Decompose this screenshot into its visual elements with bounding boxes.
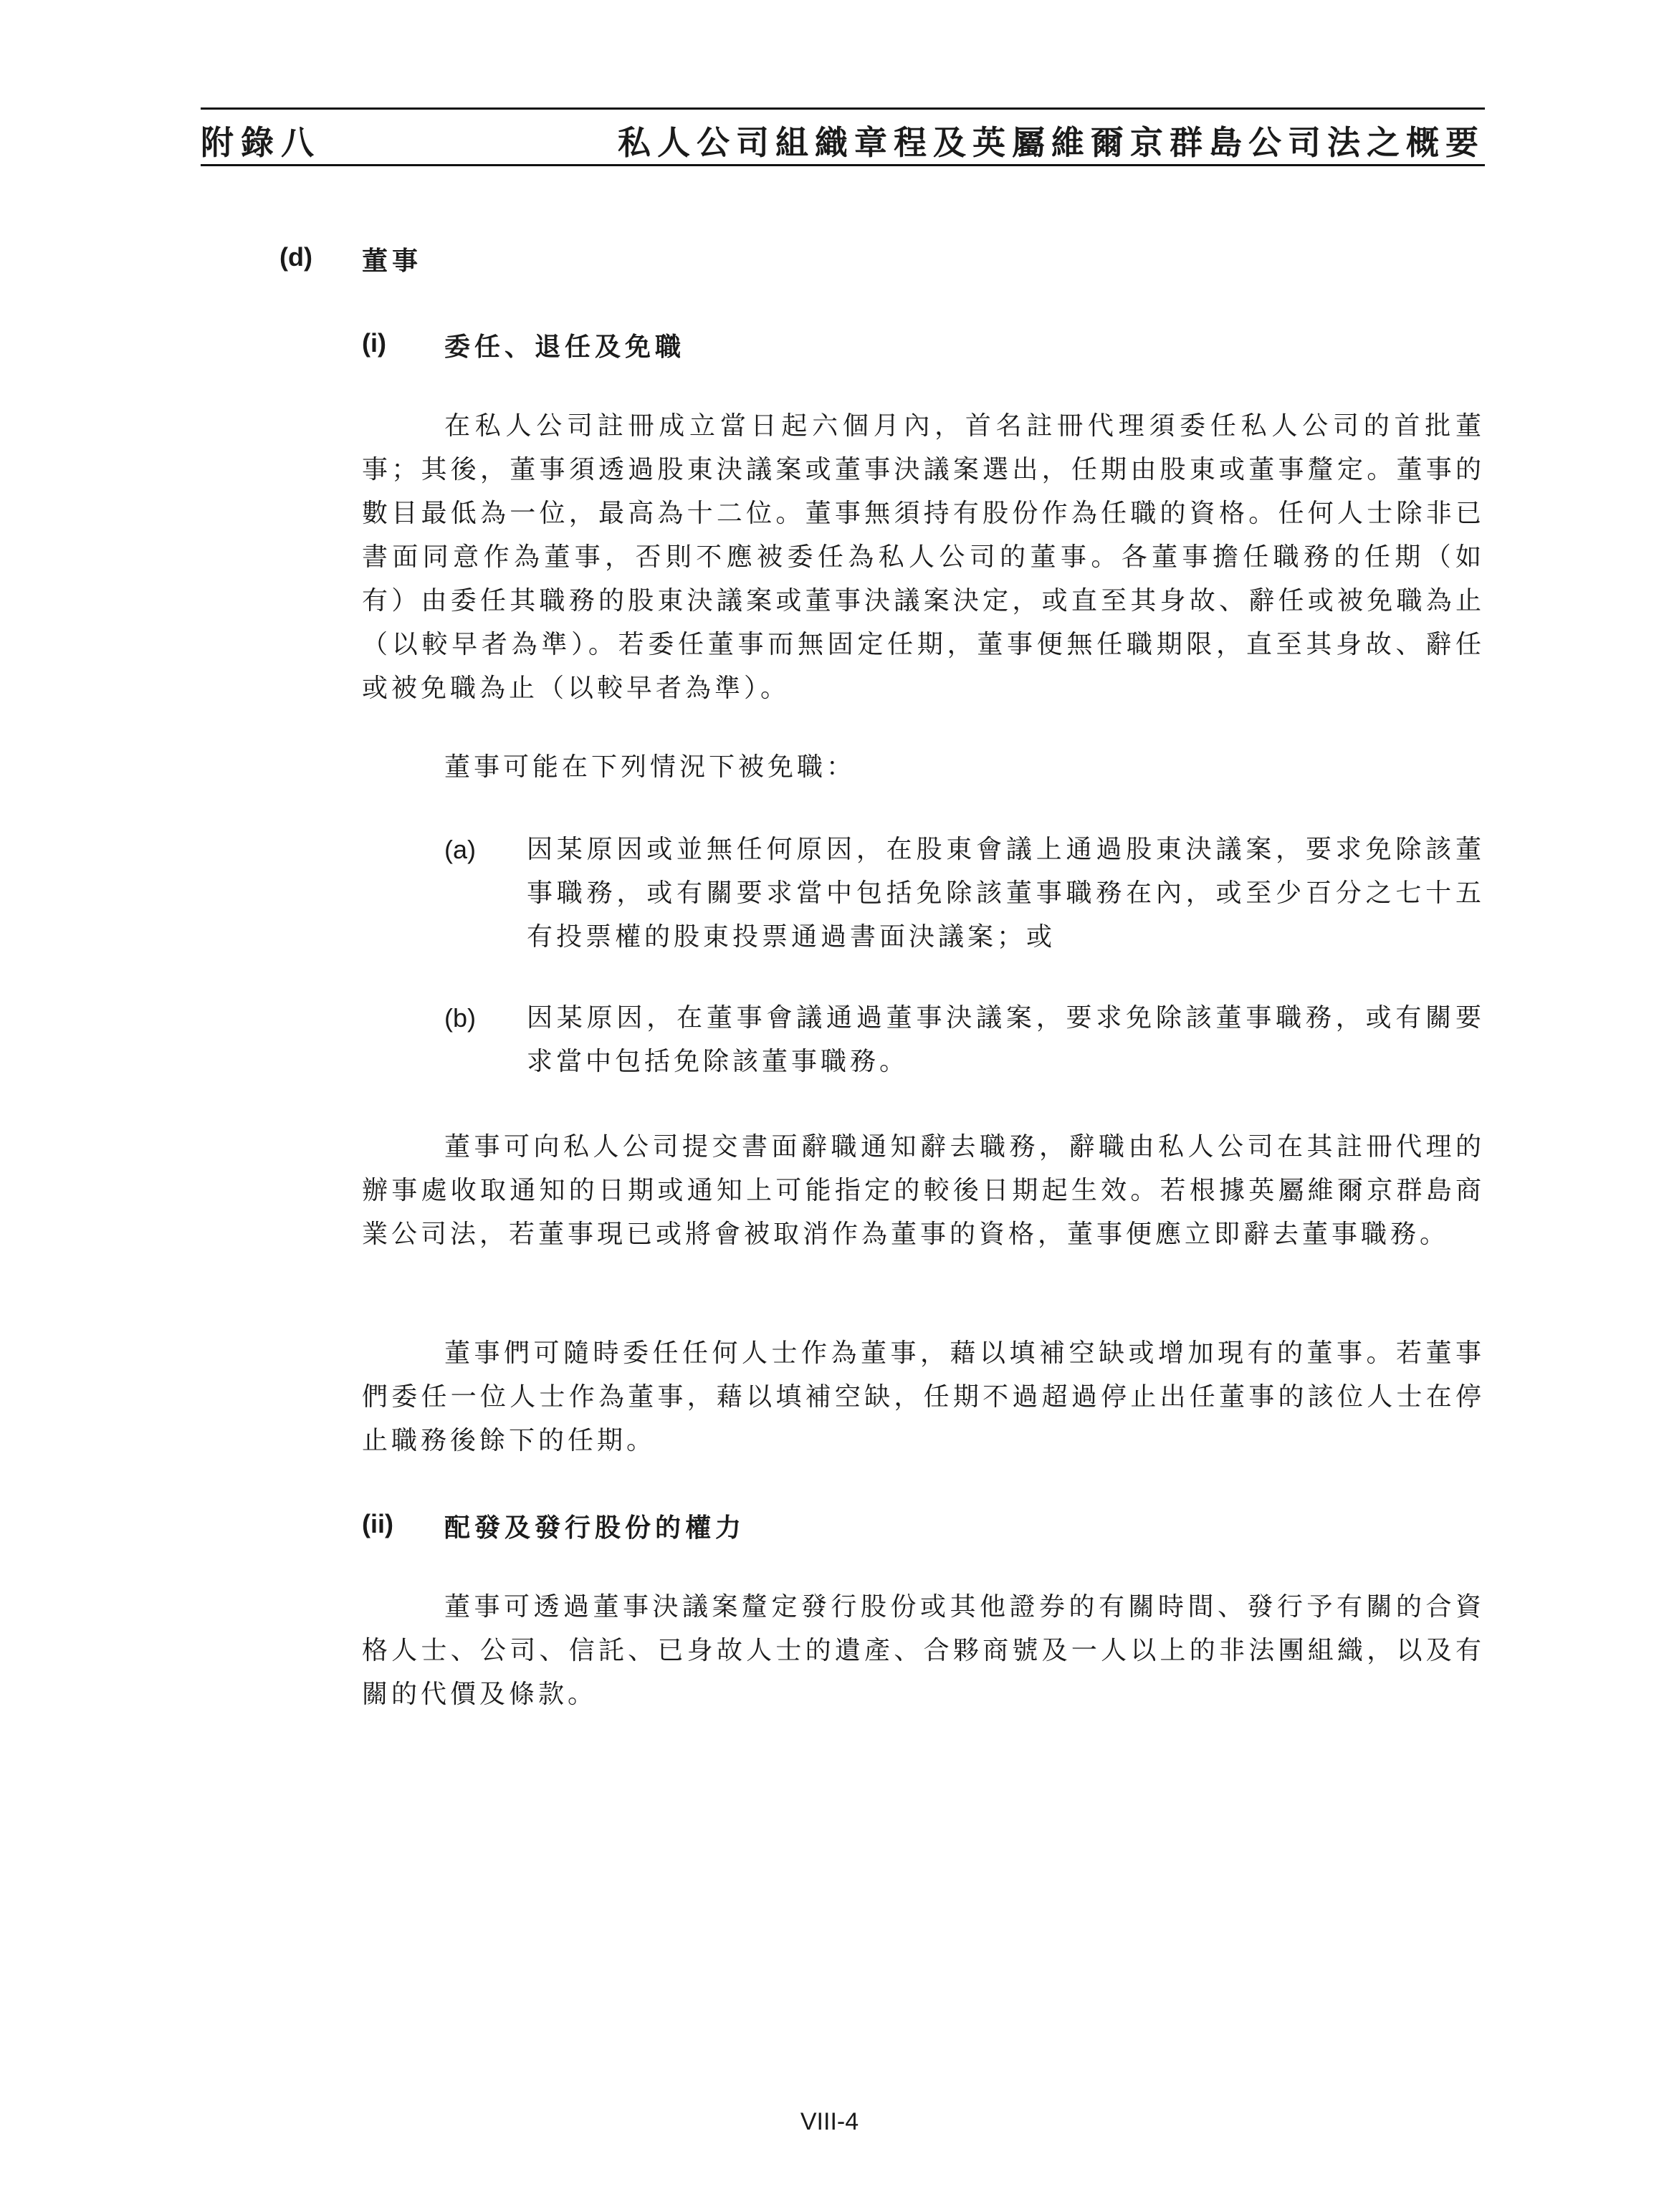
page-number: VIII-4 [800,2108,859,2135]
subsection-i-title: 委任、退任及免職 [444,332,686,362]
appendix-label: 附錄八 [201,123,321,162]
subsection-i-label: (i) [362,328,386,358]
page-header [201,107,1485,166]
removal-intro: 董事可能在下列情況下被免職： [444,752,856,782]
share-issue-paragraph: 董事可透過董事決議案釐定發行股份或其他證券的有關時間、發行予有關的合資格人士、公司、信託、已身故人士的遺產、合夥商號及一人以上的非法團組織，以及有關的代價及條款。 [362,1592,1485,1709]
appointment-paragraph: 在私人公司註冊成立當日起六個月內，首名註冊代理須委任私人公司的首批董事；其後，董事須透過股東決議案或董事決議案選出，任期由股東或董事釐定。董事的數目最低為一位，最高為十二位。董事無須持有股份作為任職的資格。任何人士除非已書面同意作為董事，否則不應被委任為私人公司的董事。各董事擔任職務的任期（如有）由委任其職務的股東決議案或董事決議案決定，或直至其身故、辭任或被免職為止（以較早者為準）。若委任董事而無固定任期，董事便無任職期限，直至其身故、辭任或被免職為止（以較早者為準）。 [362,411,1485,703]
section-d-label: (d) [279,242,312,272]
subsection-ii-title: 配發及發行股份的權力 [444,1513,746,1543]
vacancy-paragraph: 董事們可隨時委任任何人士作為董事，藉以填補空缺或增加現有的董事。若董事們委任一位人士作為董事，藉以填補空缺，任期不過超過停止出任董事的該位人士在停止職務後餘下的任期。 [362,1339,1485,1455]
resignation-paragraph: 董事可向私人公司提交書面辭職通知辭去職務，辭職由私人公司在其註冊代理的辦事處收取通知的日期或通知上可能指定的較後日期起生效。若根據英屬維爾京群島商業公司法，若董事現已或將會被取消作為董事的資格，董事便應立即辭去董事職務。 [362,1132,1485,1249]
item-b-marker: (b) [444,1003,476,1033]
subsection-ii-label: (ii) [362,1509,393,1538]
item-a-marker: (a) [444,835,476,864]
item-a-text: 因某原因或並無任何原因，在股東會議上通過股東決議案，要求免除該董事職務，或有關要求當中包括免除該董事職務在內，或至少百分之七十五有投票權的股東投票通過書面決議案；或 [527,835,1485,952]
document-title: 私人公司組織章程及英屬維爾京群島公司法之概要 [618,123,1485,162]
item-b-text: 因某原因，在董事會議通過董事決議案，要求免除該董事職務，或有關要求當中包括免除該董事職務。 [527,1003,1485,1076]
section-d-title: 董事 [362,246,423,276]
